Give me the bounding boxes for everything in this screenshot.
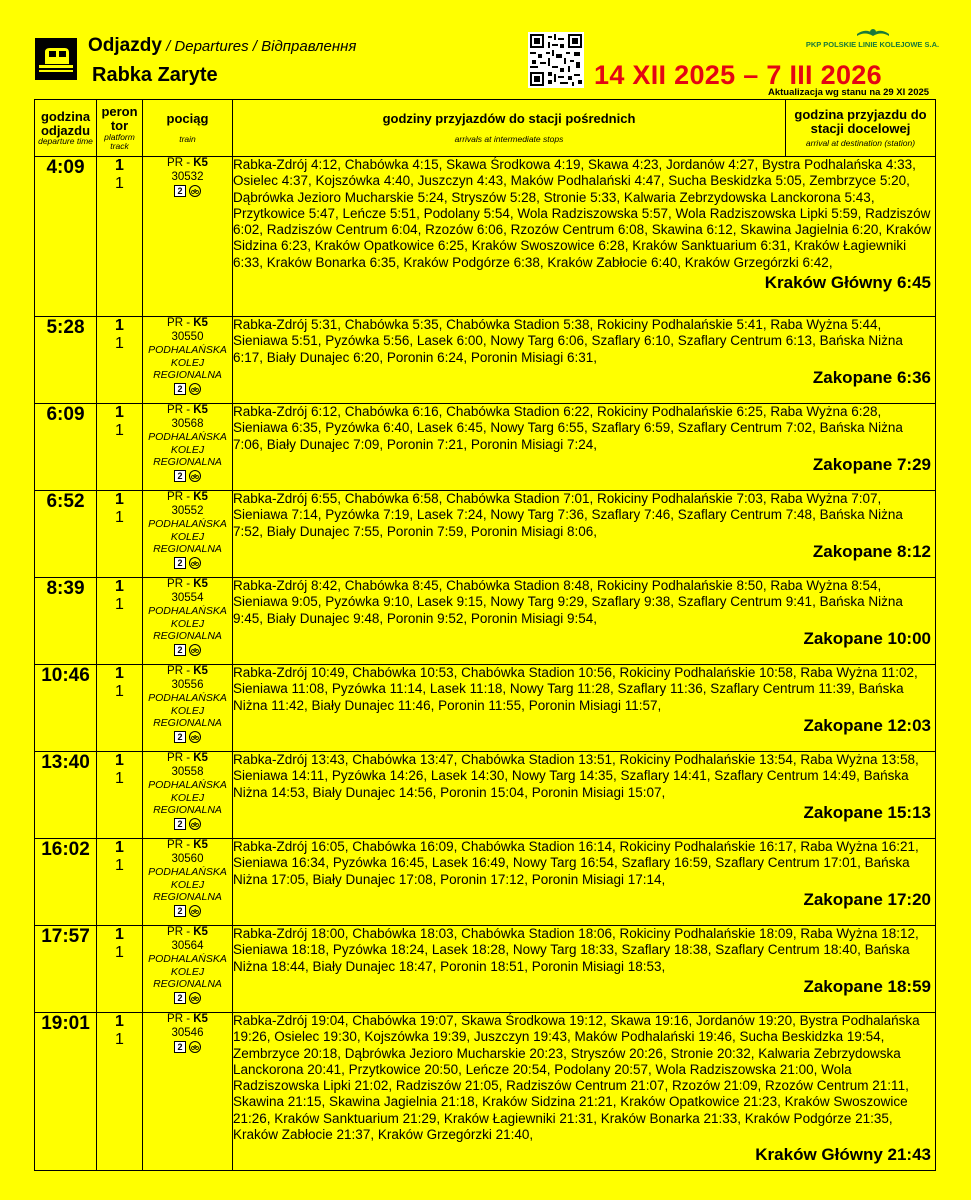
destination-arrival: Zakopane 8:12 [812,541,931,561]
platform-track-cell [97,491,143,578]
destination-arrival: Kraków Główny 6:45 [764,273,931,293]
timetable-header [0,0,971,100]
platform-number: 1 [115,578,124,595]
train-brand: PODHALAŃSKA KOLEJ REGIONALNA [148,431,227,468]
train-brand: PODHALAŃSKA KOLEJ REGIONALNA [148,692,227,729]
table-row [35,665,936,752]
train-icons [143,644,232,656]
validity-period: 14 XII 2025 – 7 III 2026 [594,60,882,90]
table-row [35,491,936,578]
table-row [35,317,936,404]
train-brand: PODHALAŃSKA KOLEJ REGIONALNA [148,866,227,903]
train-cell [143,1013,233,1171]
departure-time: 6:09 [35,404,97,491]
destination-arrival: Zakopane 10:00 [803,628,931,648]
bicycle-icon [189,818,201,830]
title-ukrainian: Відправлення [261,38,357,55]
platform-track-cell [97,578,143,665]
stops-cell [233,317,936,404]
train-brand: PODHALAŃSKA KOLEJ REGIONALNA [148,344,227,381]
train-line: K5 [193,404,208,416]
platform-track-cell [97,157,143,317]
train-line: K5 [193,578,208,590]
platform-track-cell [97,1013,143,1171]
train-cell [143,157,233,317]
brand-logo [800,27,945,49]
column-header-train: pociąg train [143,100,233,157]
train-cell [143,839,233,926]
train-icons [143,905,232,917]
update-note: Aktualizacja wg stanu na 29 XI 2025 [768,87,930,98]
track-number: 1 [115,944,124,961]
platform-number: 1 [115,1013,124,1030]
departures-table [34,99,936,1171]
qr-code-icon [528,32,584,88]
destination-arrival: Zakopane 6:36 [812,367,931,387]
track-number: 1 [115,596,124,613]
bicycle-icon [189,557,201,569]
train-icons [143,992,232,1004]
stops-cell [233,1013,936,1171]
platform-track-cell [97,404,143,491]
track-number: 1 [115,175,124,192]
train-line: K5 [193,926,208,938]
train-category: PR - K5 [167,1013,208,1025]
train-line: K5 [193,1013,208,1025]
train-icons [143,818,232,830]
track-number: 1 [115,1031,124,1048]
second-class-icon: 2 [174,644,186,656]
brand-name: PKP POLSKIE LINIE KOLEJOWE S.A. [805,40,940,49]
second-class-icon: 2 [174,818,186,830]
train-category: PR - K5 [167,839,208,851]
departure-time: 4:09 [35,157,97,317]
train-category: PR - K5 [167,665,208,677]
intermediate-stops: Rabka-Zdrój 10:49, Chabówka 10:53, Chabówka Stadion 10:56, Rokiciny Podhalańskie 10:58, Raba Wyżna 11:02, Sieniawa 11:08, Pyzówka 11:14, Lasek 11:18, Nowy Targ 11:28, Szaflary 11:36, Szaflary Centrum 11:39, Bańska Niżna 11:42, Biały Dunajec 11:46, Poronin 11:55, Poronin Misiagi 11:57, [233,665,918,713]
track-number: 1 [115,770,124,787]
train-number: 30556 [171,678,204,691]
destination-arrival: Zakopane 17:20 [803,889,931,909]
page-title [88,35,356,57]
platform-number: 1 [115,404,124,421]
second-class-icon: 2 [174,185,186,197]
bicycle-icon [189,470,201,482]
table-row [35,752,936,839]
train-number: 30546 [171,1026,204,1039]
bicycle-icon [189,905,201,917]
train-brand: PODHALAŃSKA KOLEJ REGIONALNA [148,953,227,990]
second-class-icon: 2 [174,557,186,569]
second-class-icon: 2 [174,992,186,1004]
track-number: 1 [115,335,124,352]
second-class-icon: 2 [174,1041,186,1053]
train-number: 30564 [171,939,204,952]
title-english: / Departures / [161,38,262,55]
departure-time: 10:46 [35,665,97,752]
second-class-icon: 2 [174,470,186,482]
train-icons [143,383,232,395]
bicycle-icon [189,383,201,395]
departure-time: 16:02 [35,839,97,926]
train-icons [143,557,232,569]
intermediate-stops: Rabka-Zdrój 5:31, Chabówka 5:35, Chabówka Stadion 5:38, Rokiciny Podhalańskie 5:41, Raba Wyżna 5:44, Sieniawa 5:51, Pyzówka 5:56, Lasek 6:00, Nowy Targ 6:06, Szaflary 6:10, Szaflary Centrum 6:13, Bańska Niżna 6:17, Biały Dunajec 6:20, Poronin 6:24, Poronin Misiagi 6:31, [233,317,903,365]
platform-number: 1 [115,317,124,334]
platform-track-cell [97,317,143,404]
train-number: 30554 [171,591,204,604]
departure-time: 13:40 [35,752,97,839]
train-number: 30552 [171,504,204,517]
stops-cell [233,752,936,839]
train-cell [143,317,233,404]
pkp-logo-icon [855,27,891,39]
train-cell [143,926,233,1013]
platform-number: 1 [115,491,124,508]
intermediate-stops: Rabka-Zdrój 18:00, Chabówka 18:03, Chabówka Stadion 18:06, Rokiciny Podhalańskie 18:09, Raba Wyżna 18:12, Sieniawa 18:18, Pyzówka 18:24, Lasek 18:28, Nowy Targ 18:33, Szaflary 18:38, Szaflary Centrum 18:40, Bańska Niżna 18:44, Biały Dunajec 18:47, Poronin 18:51, Poronin Misiagi 18:53, [233,926,919,974]
track-number: 1 [115,683,124,700]
column-header-destination: godzina przyjazdu do stacji docelowej arrival at destination (station) [786,100,936,157]
station-name: Rabka Zaryte [92,64,218,86]
platform-track-cell [97,926,143,1013]
departure-time: 17:57 [35,926,97,1013]
table-row [35,157,936,317]
train-line: K5 [193,839,208,851]
train-cell [143,491,233,578]
bicycle-icon [189,185,201,197]
table-row [35,839,936,926]
table-header-row [35,100,936,157]
train-icons [143,185,232,197]
destination-arrival: Zakopane 12:03 [803,715,931,735]
platform-number: 1 [115,839,124,856]
train-cell [143,665,233,752]
intermediate-stops: Rabka-Zdrój 16:05, Chabówka 16:09, Chabówka Stadion 16:14, Rokiciny Podhalańskie 16:17, Raba Wyżna 16:21, Sieniawa 16:34, Pyzówka 16:45, Lasek 16:49, Nowy Targ 16:54, Szaflary 16:59, Szaflary Centrum 17:01, Bańska Niżna 17:05, Biały Dunajec 17:08, Poronin 17:12, Poronin Misiagi 17:14, [233,839,919,887]
train-category: PR - K5 [167,317,208,329]
column-header-platform: peron tor platform track [97,100,143,157]
train-icons [143,1041,232,1053]
train-line: K5 [193,491,208,503]
intermediate-stops: Rabka-Zdrój 8:42, Chabówka 8:45, Chabówka Stadion 8:48, Rokiciny Podhalańskie 8:50, Raba Wyżna 8:54, Sieniawa 9:05, Pyzówka 9:10, Lasek 9:15, Nowy Targ 9:29, Szaflary 9:38, Szaflary Centrum 9:41, Bańska Niżna 9:45, Biały Dunajec 9:48, Poronin 9:52, Poronin Misiagi 9:54, [233,578,903,626]
intermediate-stops: Rabka-Zdrój 6:55, Chabówka 6:58, Chabówka Stadion 7:01, Rokiciny Podhalańskie 7:03, Raba Wyżna 7:07, Sieniawa 7:14, Pyzówka 7:19, Lasek 7:24, Nowy Targ 7:36, Szaflary 7:46, Szaflary Centrum 7:48, Bańska Niżna 7:52, Biały Dunajec 7:55, Poronin 7:59, Poronin Misiagi 8:06, [233,491,903,539]
train-number: 30550 [171,330,204,343]
platform-number: 1 [115,665,124,682]
intermediate-stops: Rabka-Zdrój 13:43, Chabówka 13:47, Chabówka Stadion 13:51, Rokiciny Podhalańskie 13:54, Raba Wyżna 13:58, Sieniawa 14:11, Pyzówka 14:26, Lasek 14:30, Nowy Targ 14:35, Szaflary 14:41, Szaflary Centrum 14:49, Bańska Niżna 14:53, Biały Dunajec 14:56, Poronin 15:04, Poronin Misiagi 15:07, [233,752,919,800]
stops-cell [233,839,936,926]
train-brand: PODHALAŃSKA KOLEJ REGIONALNA [148,779,227,816]
train-icons [143,470,232,482]
train-cell [143,404,233,491]
table-row [35,578,936,665]
stops-cell [233,491,936,578]
train-line: K5 [193,665,208,677]
stops-cell [233,578,936,665]
platform-number: 1 [115,752,124,769]
train-brand: PODHALAŃSKA KOLEJ REGIONALNA [148,605,227,642]
table-row [35,926,936,1013]
table-row [35,404,936,491]
departure-time: 19:01 [35,1013,97,1171]
train-category: PR - K5 [167,404,208,416]
train-icon [35,38,77,80]
stops-cell [233,665,936,752]
bicycle-icon [189,731,201,743]
track-number: 1 [115,422,124,439]
train-number: 30532 [171,170,204,183]
bicycle-icon [189,992,201,1004]
stops-cell [233,404,936,491]
bicycle-icon [189,1041,201,1053]
train-number: 30560 [171,852,204,865]
column-header-stops: godziny przyjazdów do stacji pośrednich arrivals at intermediate stops [233,100,786,157]
train-category: PR - K5 [167,926,208,938]
track-number: 1 [115,857,124,874]
train-category: PR - K5 [167,578,208,590]
train-line: K5 [193,157,208,169]
train-cell [143,752,233,839]
bicycle-icon [189,644,201,656]
track-number: 1 [115,509,124,526]
train-line: K5 [193,752,208,764]
platform-track-cell [97,752,143,839]
train-category: PR - K5 [167,752,208,764]
second-class-icon: 2 [174,731,186,743]
destination-arrival: Zakopane 18:59 [803,976,931,996]
destination-arrival: Zakopane 15:13 [803,802,931,822]
intermediate-stops: Rabka-Zdrój 4:12, Chabówka 4:15, Skawa Środkowa 4:19, Skawa 4:23, Jordanów 4:27, Bystra Podhalańska 4:33, Osielec 4:37, Kojszówka 4:40, Juszczyn 4:43, Maków Podhalański 4:47, Sucha Beskidzka 5:05, Zembrzyce 5:20, Dąbrówka Jezioro Mucharskie 5:24, Stryszów 5:28, Stronie 5:33, Kalwaria Zebrzydowska Lanckorona 5:43, Przytkowice 5:47, Leńcze 5:51, Podolany 5:54, Wola Radziszowska 5:57, Wola Radziszowska Lipki 5:59, Radziszów 6:02, Radziszów Centrum 6:04, Rzozów 6:06, Rzozów Centrum 6:08, Skawina 6:12, Skawina Jagielnia 6:20, Kraków Sidzina 6:23, Kraków Opatkowice 6:25, Kraków Swoszowice 6:28, Kraków Sanktuarium 6:31, Kraków Łagiewniki 6:33, Kraków Bonarka 6:35, Kraków Podgórze 6:38, Kraków Zabłocie 6:40, Kraków Grzegórzki 6:42, [233,157,931,270]
platform-number: 1 [115,157,124,174]
intermediate-stops: Rabka-Zdrój 6:12, Chabówka 6:16, Chabówka Stadion 6:22, Rokiciny Podhalańskie 6:25, Raba Wyżna 6:28, Sieniawa 6:35, Pyzówka 6:40, Lasek 6:45, Nowy Targ 6:55, Szaflary 6:59, Szaflary Centrum 7:02, Bańska Niżna 7:06, Biały Dunajec 7:09, Poronin 7:21, Poronin Misiagi 7:24, [233,404,903,452]
table-row [35,1013,936,1171]
platform-track-cell [97,665,143,752]
column-header-time: godzina odjazdu departure time [35,100,97,157]
title-polish: Odjazdy [88,35,162,56]
train-number: 30558 [171,765,204,778]
stops-cell [233,157,936,317]
train-category: PR - K5 [167,157,208,169]
departure-time: 5:28 [35,317,97,404]
destination-arrival: Kraków Główny 21:43 [755,1145,931,1165]
train-cell [143,578,233,665]
train-category: PR - K5 [167,491,208,503]
train-number: 30568 [171,417,204,430]
train-brand: PODHALAŃSKA KOLEJ REGIONALNA [148,518,227,555]
second-class-icon: 2 [174,905,186,917]
platform-number: 1 [115,926,124,943]
platform-track-cell [97,839,143,926]
stops-cell [233,926,936,1013]
train-line: K5 [193,317,208,329]
intermediate-stops: Rabka-Zdrój 19:04, Chabówka 19:07, Skawa Środkowa 19:12, Skawa 19:16, Jordanów 19:20, Bystra Podhalańska 19:26, Osielec 19:30, Kojszówka 19:39, Juszczyn 19:43, Maków Podhalański 19:46, Sucha Beskidzka 19:54, Zembrzyce 20:18, Dąbrówka Jezioro Mucharskie 20:23, Stryszów 20:26, Stronie 20:32, Kalwaria Zebrzydowska Lanckorona 20:41, Przytkowice 20:50, Leńcze 20:54, Podolany 20:57, Wola Radziszowska 21:00, Wola Radziszowska Lipki 21:02, Radziszów 21:05, Radziszów Centrum 21:07, Rzozów 21:09, Rzozów Centrum 21:11, Skawina 21:15, Skawina Jagielnia 21:18, Kraków Sidzina 21:21, Kraków Opatkowice 21:23, Kraków Swoszowice 21:26, Kraków Sanktuarium 21:29, Kraków Łagiewniki 21:31, Kraków Bonarka 21:33, Kraków Podgórze 21:35, Kraków Zabłocie 21:37, Kraków Grzegórzki 21:40, [233,1013,920,1143]
departure-time: 6:52 [35,491,97,578]
train-icons [143,731,232,743]
departure-time: 8:39 [35,578,97,665]
second-class-icon: 2 [174,383,186,395]
destination-arrival: Zakopane 7:29 [812,454,931,474]
